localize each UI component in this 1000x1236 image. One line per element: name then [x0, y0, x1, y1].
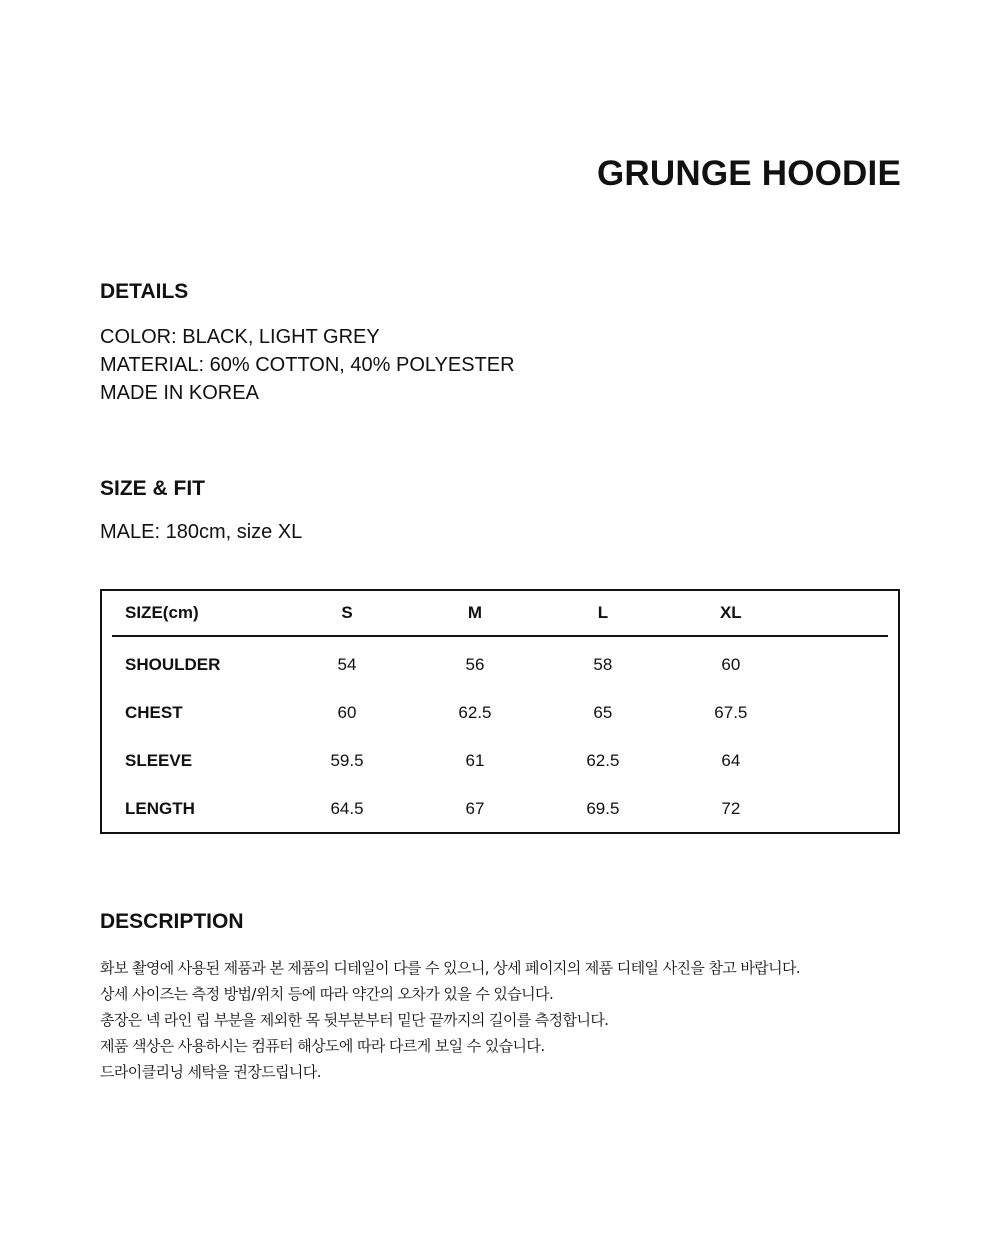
description-list — [100, 955, 800, 1085]
details-origin: MADE IN KOREA — [100, 382, 259, 404]
description-line: 제품 색상은 사용하시는 컴퓨터 해상도에 따라 다르게 보일 수 있습니다. — [100, 1037, 545, 1055]
table-cell: 60 — [337, 703, 357, 722]
table-cell: 64.5 — [330, 799, 364, 818]
size-header-m: M — [411, 591, 539, 636]
table-cell-spacer — [795, 737, 888, 785]
row-label-shoulder: SHOULDER — [125, 655, 221, 674]
description-heading: DESCRIPTION — [100, 910, 244, 933]
table-cell: 58 — [593, 655, 613, 674]
size-header-s: S — [283, 591, 411, 636]
table-cell-spacer — [795, 689, 888, 737]
table-cell: 61 — [465, 751, 485, 770]
details-list — [100, 323, 515, 407]
model-info: MALE: 180cm, size XL — [100, 521, 303, 543]
table-cell: 69.5 — [586, 799, 620, 818]
size-header-l: L — [539, 591, 667, 636]
size-header-spacer — [795, 591, 888, 636]
row-label-sleeve: SLEEVE — [125, 751, 193, 770]
description-line: 상세 사이즈는 측정 방법/위치 등에 따라 약간의 오차가 있을 수 있습니다. — [100, 985, 554, 1003]
product-title: GRUNGE HOODIE — [596, 154, 901, 193]
table-cell: 56 — [465, 655, 485, 674]
table-cell: 67 — [465, 799, 485, 818]
size-table-box — [100, 589, 900, 834]
size-fit-heading: SIZE & FIT — [100, 477, 205, 500]
table-row — [112, 689, 888, 737]
details-color: COLOR: BLACK, LIGHT GREY — [100, 326, 380, 348]
size-table-header-label: SIZE(cm) — [112, 591, 283, 636]
description-line: 화보 촬영에 사용된 제품과 본 제품의 디테일이 다를 수 있으니, 상세 페이지의 제품 디테일 사진을 참고 바랍니다. — [100, 959, 801, 977]
table-row — [112, 737, 888, 785]
table-row — [112, 785, 888, 833]
row-label-length: LENGTH — [125, 799, 195, 818]
table-cell: 65 — [593, 703, 613, 722]
description-line: 총장은 넥 라인 립 부분을 제외한 목 뒷부분부터 밑단 끝까지의 길이를 측정합니다. — [100, 1011, 609, 1029]
size-table-header-row — [112, 591, 888, 636]
table-cell-spacer — [795, 636, 888, 689]
row-label-chest: CHEST — [125, 703, 183, 722]
table-cell: 54 — [337, 655, 357, 674]
size-table — [112, 591, 888, 833]
size-header-xl: XL — [667, 591, 795, 636]
details-material: MATERIAL: 60% COTTON, 40% POLYESTER — [100, 354, 515, 376]
table-cell: 60 — [721, 655, 741, 674]
table-cell-spacer — [795, 785, 888, 833]
table-cell: 62.5 — [458, 703, 492, 722]
table-cell: 62.5 — [586, 751, 620, 770]
table-cell: 59.5 — [330, 751, 364, 770]
table-cell: 67.5 — [714, 703, 748, 722]
table-cell: 64 — [721, 751, 741, 770]
description-line: 드라이클리닝 세탁을 권장드립니다. — [100, 1063, 321, 1081]
table-cell: 72 — [721, 799, 741, 818]
table-row — [112, 636, 888, 689]
details-heading: DETAILS — [100, 280, 189, 303]
